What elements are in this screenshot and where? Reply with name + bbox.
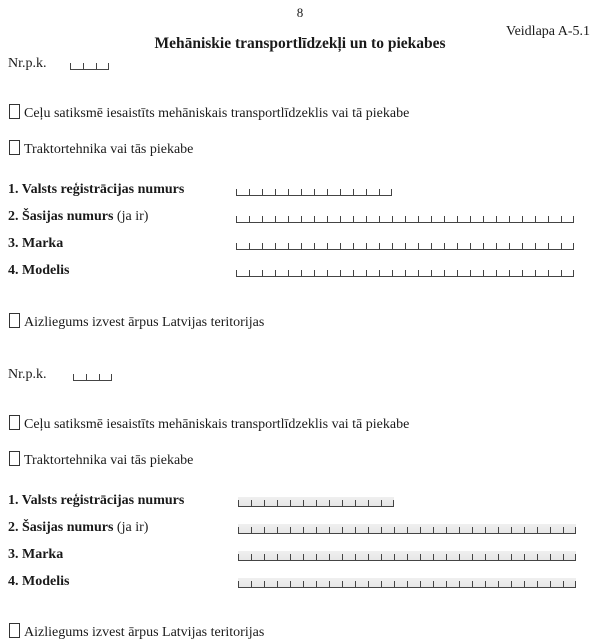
export-ban-label: Aizliegums izvest ārpus Latvijas teritorijas xyxy=(24,315,265,330)
tractor-option[interactable] xyxy=(9,140,193,158)
export-ban-checkbox[interactable] xyxy=(9,313,20,328)
tractor-checkbox[interactable] xyxy=(9,451,20,466)
make-label: 3. Marka xyxy=(8,236,64,251)
export-ban-option[interactable] xyxy=(9,313,264,331)
nrpk-input[interactable] xyxy=(70,60,109,70)
chassis-number-label: 2. Šasijas numurs (ja ir) xyxy=(8,520,149,535)
tractor-option[interactable] xyxy=(9,451,193,469)
make-input[interactable] xyxy=(238,551,576,561)
registration-number-label: 1. Valsts reģistrācijas numurs xyxy=(8,493,185,508)
make-label: 3. Marka xyxy=(8,547,64,562)
chassis-number-input[interactable] xyxy=(236,213,574,223)
road-vehicle-label: Ceļu satiksmē iesaistīts mehāniskais transportlīdzeklis vai tā piekabe xyxy=(24,417,410,432)
tractor-label: Traktortehnika vai tās piekabe xyxy=(24,453,194,468)
make-input[interactable] xyxy=(236,240,574,250)
model-label: 4. Modelis xyxy=(8,263,70,278)
chassis-number-input[interactable] xyxy=(238,524,576,534)
form-code: Veidlapa A-5.1 xyxy=(506,24,590,39)
registration-number-input[interactable] xyxy=(238,497,394,507)
tractor-checkbox[interactable] xyxy=(9,140,20,155)
road-vehicle-checkbox[interactable] xyxy=(9,104,20,119)
model-input[interactable] xyxy=(236,267,574,277)
export-ban-checkbox[interactable] xyxy=(9,623,20,638)
tractor-label: Traktortehnika vai tās piekabe xyxy=(24,142,194,157)
form-title: Mehāniskie transportlīdzekļi un to piekabes xyxy=(154,35,446,52)
road-vehicle-checkbox[interactable] xyxy=(9,415,20,430)
registration-number-input[interactable] xyxy=(236,186,392,196)
road-vehicle-label: Ceļu satiksmē iesaistīts mehāniskais transportlīdzeklis vai tā piekabe xyxy=(24,106,410,121)
nrpk-label: Nr.p.k. xyxy=(8,367,47,382)
nrpk-label: Nr.p.k. xyxy=(8,56,47,71)
nrpk-input[interactable] xyxy=(73,371,112,381)
model-label: 4. Modelis xyxy=(8,574,70,589)
model-input[interactable] xyxy=(238,578,576,588)
export-ban-option[interactable] xyxy=(9,623,264,641)
export-ban-label: Aizliegums izvest ārpus Latvijas teritorijas xyxy=(24,625,265,640)
road-vehicle-option[interactable] xyxy=(9,104,409,122)
registration-number-label: 1. Valsts reģistrācijas numurs xyxy=(8,182,185,197)
page-number: 8 xyxy=(296,5,304,20)
road-vehicle-option[interactable] xyxy=(9,415,409,433)
chassis-number-label: 2. Šasijas numurs (ja ir) xyxy=(8,209,149,224)
